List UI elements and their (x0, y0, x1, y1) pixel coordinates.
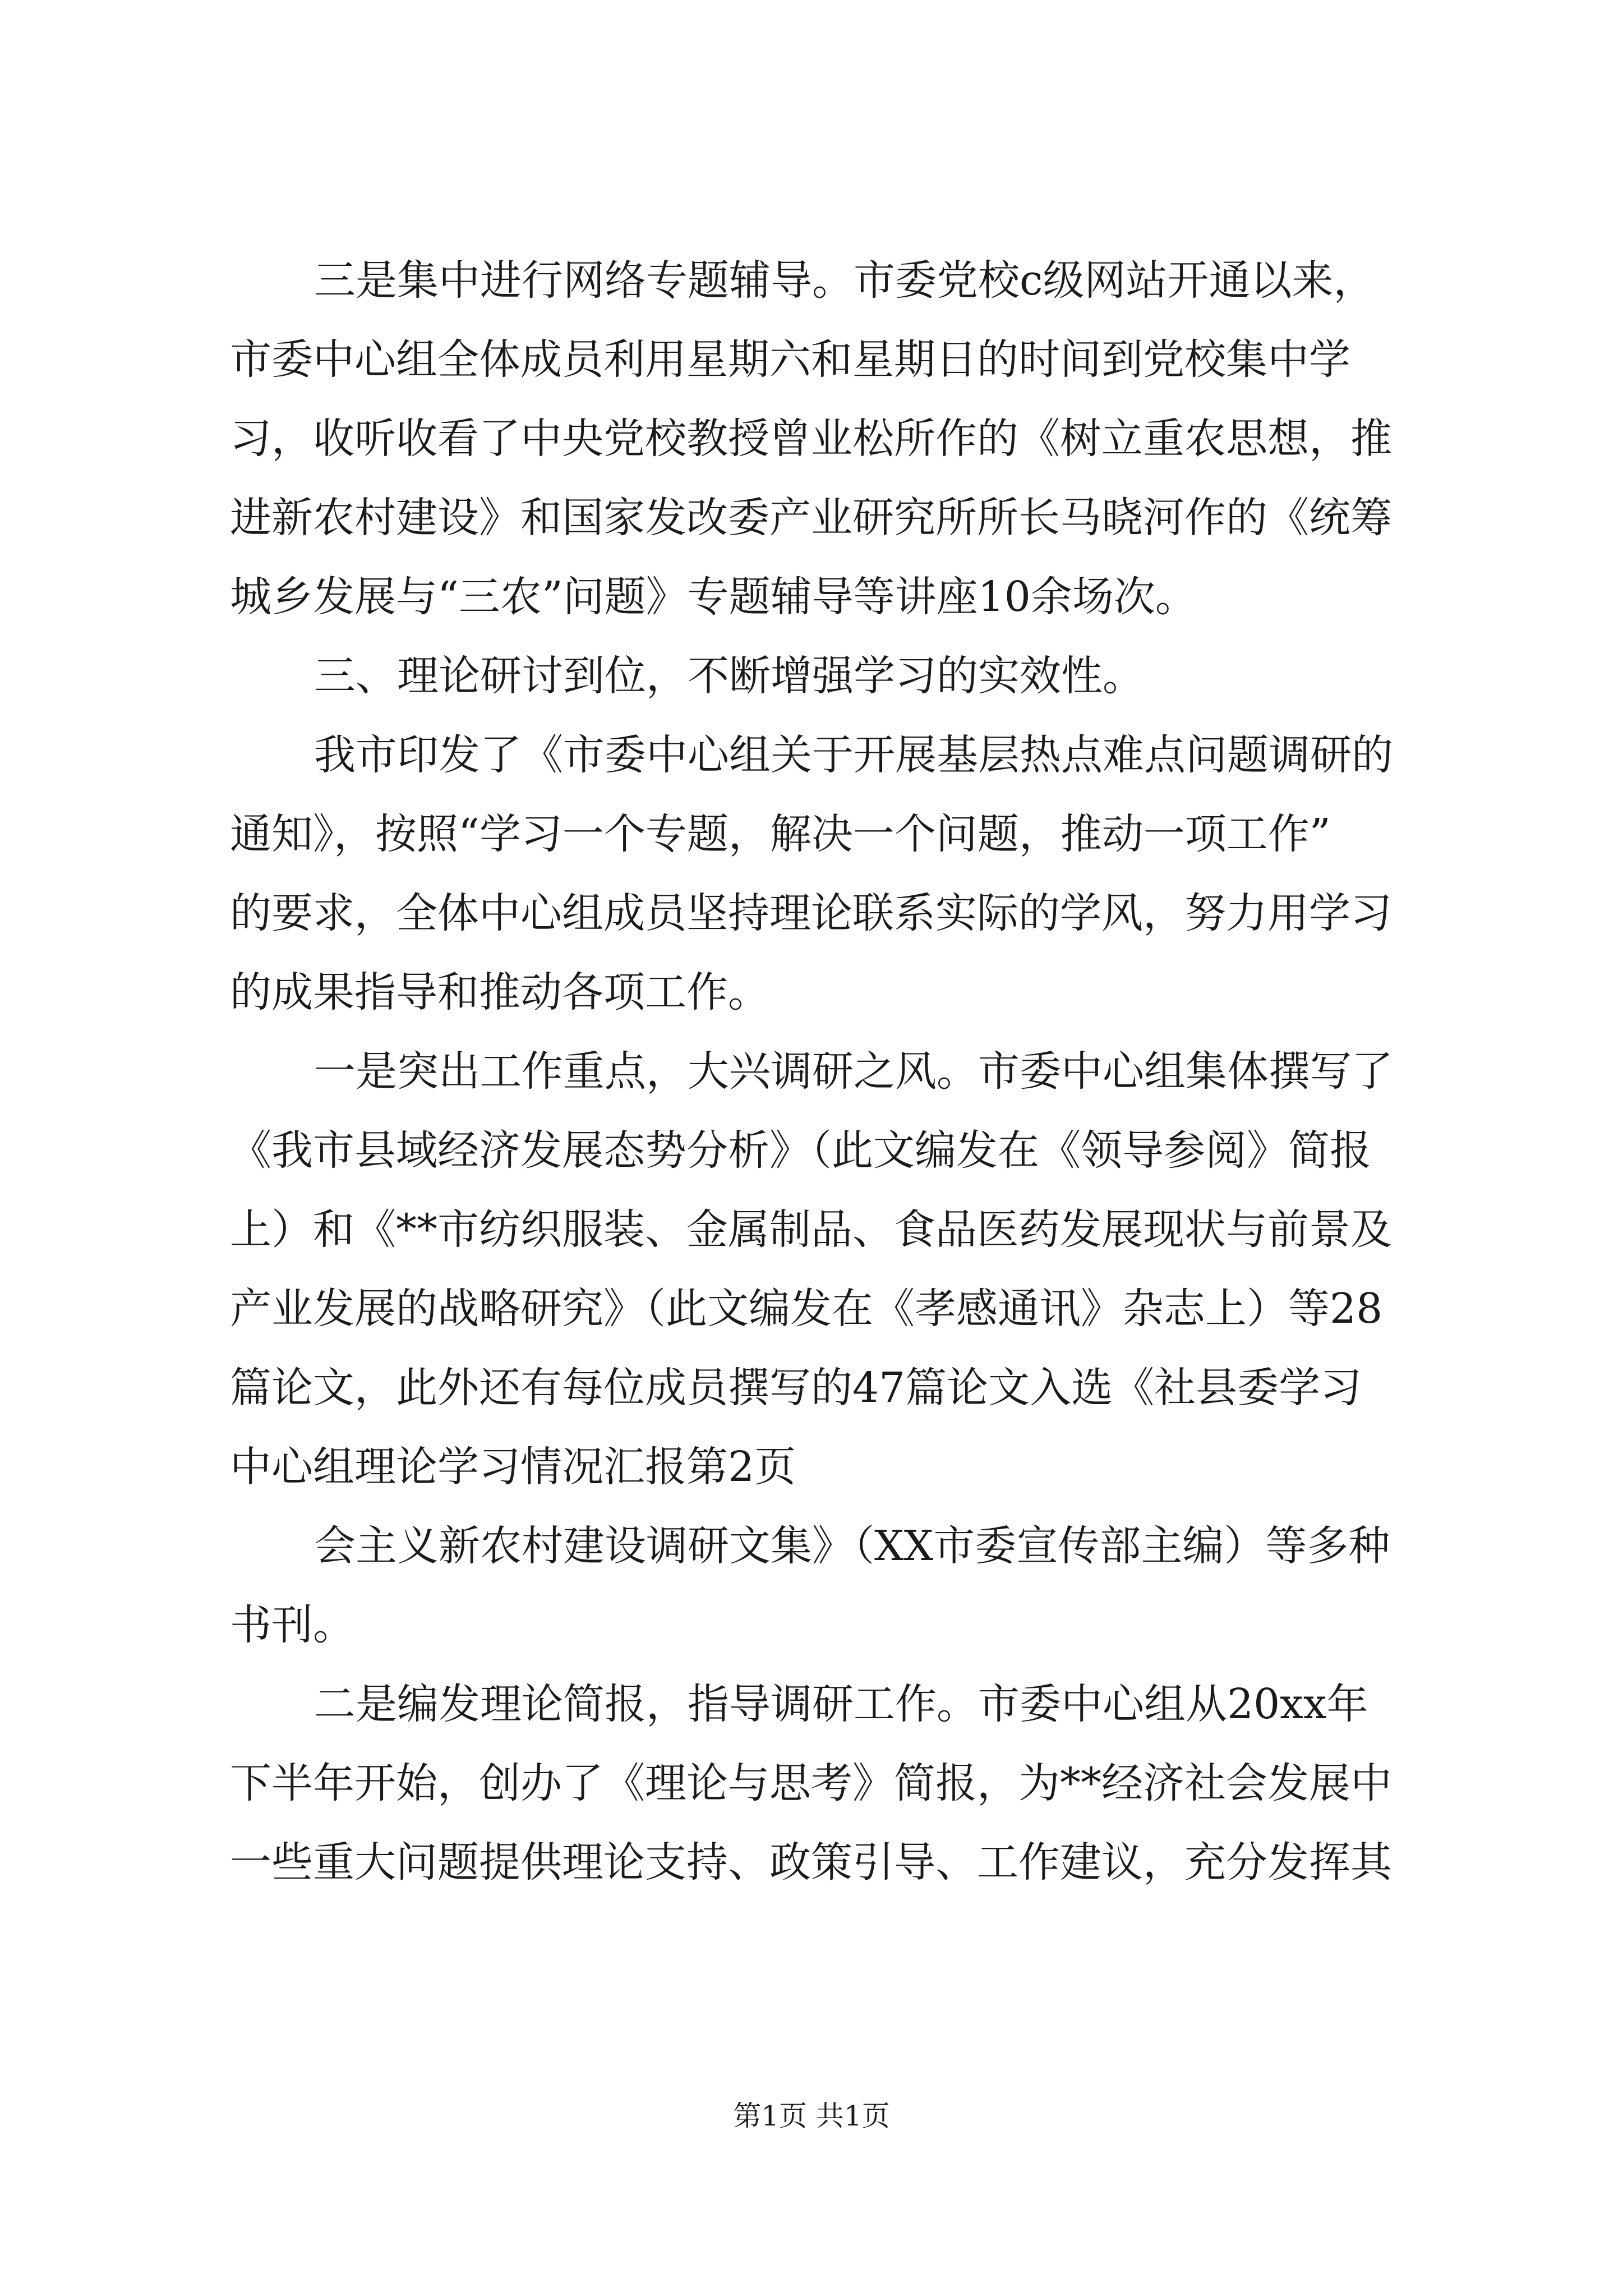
text-line: 习，收听收看了中央党校教授曾业松所作的《树立重农思想，推 (230, 415, 1392, 463)
text-line: 上）和《**市纺织服装、金属制品、食品医药发展现状与前景及 (230, 1205, 1392, 1254)
text-line: 一些重大问题提供理论支持、政策引导、工作建议，充分发挥其 (230, 1838, 1392, 1887)
text-line: 我市印发了《市委中心组关于开展基层热点难点问题调研的 (314, 731, 1393, 779)
text-line: 会主义新农村建设调研文集》（XX市委宣传部主编）等多种 (314, 1522, 1390, 1570)
text-line: 一是突出工作重点，大兴调研之风。市委中心组集体撰写了 (314, 1047, 1393, 1096)
page-footer (0, 2093, 1623, 2134)
text-line: 进新农村建设》和国家发改委产业研究所所长马晓河作的《统筹 (230, 494, 1392, 542)
text-line: 书刊。 (230, 1601, 354, 1649)
text-line: 三是集中进行网络专题辅导。市委党校c级网站开通以来， (314, 256, 1375, 305)
body-text (230, 241, 1405, 1902)
text-line: 中心组理论学习情况汇报第2页 (230, 1443, 796, 1491)
text-line: 二是编发理论简报，指导调研工作。市委中心组从20xx年 (314, 1680, 1368, 1728)
text-line: 城乡发展与“三农”问题》专题辅导等讲座10余场次。 (230, 573, 1197, 621)
text-line: 篇论文，此外还有每位成员撰写的47篇论文入选《社县委学习 (230, 1364, 1362, 1412)
text-line: 的要求，全体中心组成员坚持理论联系实际的学风，努力用学习 (230, 889, 1392, 937)
text-line: 《我市县域经济发展态势分析》（此文编发在《领导参阅》简报 (230, 1126, 1371, 1175)
text-line: 市委中心组全体成员利用星期六和星期日的时间到党校集中学 (230, 335, 1350, 384)
text-line: 通知》，按照“学习一个专题，解决一个问题，推动一项工作” (230, 810, 1331, 858)
text-line: 的成果指导和推动各项工作。 (230, 968, 769, 1016)
text-line: 产业发展的战略研究》（此文编发在《孝感通讯》杂志上）等28 (230, 1285, 1383, 1333)
section-heading: 三、理论研讨到位，不断增强学习的实效性。 (314, 652, 1144, 700)
page-number-label: 第1页 共1页 (733, 2100, 890, 2132)
text-line: 下半年开始，创办了《理论与思考》简报，为**经济社会发展中 (230, 1759, 1392, 1807)
